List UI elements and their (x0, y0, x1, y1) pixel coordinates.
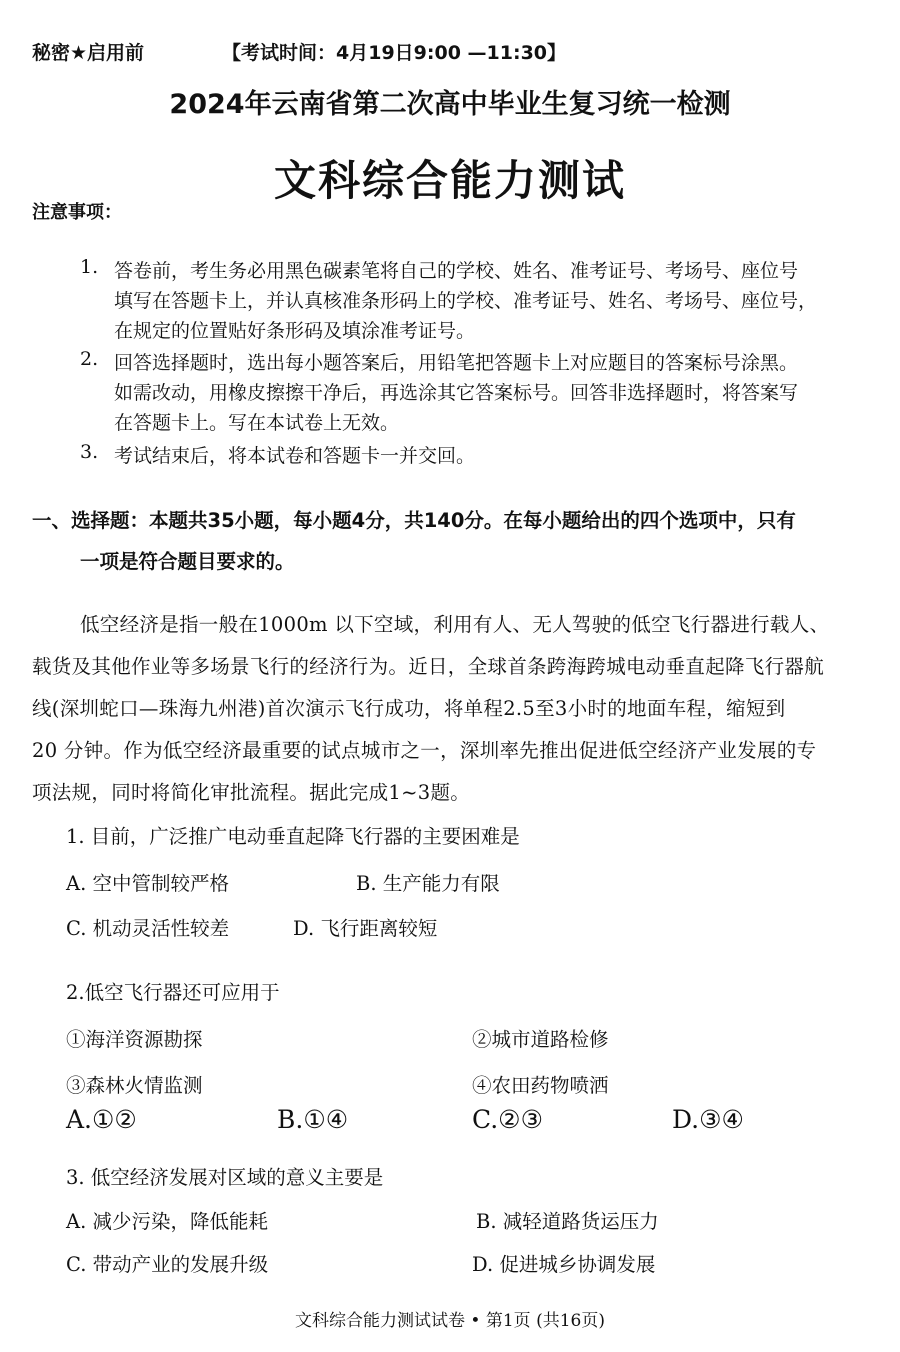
question-1-stem: 1. 目前，广泛推广电动垂直起降飞行器的主要困难是 (66, 825, 520, 848)
passage-line: 线(深圳蛇口—珠海九州港)首次演示飞行成功，将单程2.5至3小时的地面车程，缩短到 (32, 697, 786, 720)
question-2-option-b: B.①④ (277, 1105, 349, 1134)
notice-item-number: 2. (80, 348, 99, 370)
section-heading-cont: 一项是符合题目要求的。 (80, 550, 295, 573)
notice-item-line: 如需改动，用橡皮擦擦干净后，再选涂其它答案标号。回答非选择题时，将答案写 (114, 382, 799, 404)
question-1-option-d: D. 飞行距离较短 (293, 917, 438, 940)
question-3-stem: 3. 低空经济发展对区域的意义主要是 (66, 1166, 384, 1189)
notice-item-number: 3. (80, 441, 99, 463)
passage-line: 项法规，同时将简化审批流程。据此完成1~3题。 (32, 781, 471, 804)
question-3-option-b: B. 减轻道路货运压力 (476, 1210, 659, 1233)
notice-item-line: 在规定的位置贴好条形码及填涂准考证号。 (114, 320, 476, 342)
subject-title: 文科综合能力测试 (273, 156, 626, 205)
question-2-option-d: D.③④ (672, 1105, 744, 1134)
question-1-option-b: B. 生产能力有限 (356, 872, 500, 895)
notice-item-line: 考试结束后，将本试卷和答题卡一并交回。 (114, 445, 476, 467)
notice-item-line: 回答选择题时，选出每小题答案后，用铅笔把答题卡上对应题目的答案标号涂黑。 (114, 352, 799, 374)
question-3-option-d: D. 促进城乡协调发展 (472, 1253, 656, 1276)
notice-item-line: 答卷前，考生务必用黑色碳素笔将自己的学校、姓名、准考证号、考场号、座位号 (114, 260, 799, 282)
question-3-option-c: C. 带动产业的发展升级 (66, 1253, 269, 1276)
notice-heading: 注意事项： (32, 202, 122, 223)
notice-item-line: 填写在答题卡上，并认真核准条形码上的学校、准考证号、姓名、考场号、座位号， (114, 290, 818, 312)
passage-line: 载货及其他作业等多场景飞行的经济行为。近日，全球首条跨海跨城电动垂直起降飞行器航 (32, 655, 825, 678)
page-footer: 文科综合能力测试试卷 • 第1页 (共16页) (295, 1311, 605, 1331)
notice-item-number: 1. (80, 256, 99, 278)
question-2-option-c: C.②③ (472, 1105, 544, 1134)
question-1-option-a: A. 空中管制较严格 (66, 872, 229, 895)
question-2-item-4: ④农田药物喷洒 (472, 1074, 609, 1097)
question-2-option-a: A.①② (66, 1105, 137, 1134)
confidential-label: 秘密★启用前 (32, 42, 145, 64)
section-heading: 一、选择题：本题共35小题，每小题4分，共140分。在每小题给出的四个选项中，只有 (32, 509, 796, 532)
question-3-option-a: A. 减少污染，降低能耗 (66, 1210, 268, 1233)
exam-time: 【考试时间：4月19日9:00 —11:30】 (222, 42, 567, 64)
question-2-item-1: ①海洋资源勘探 (66, 1028, 203, 1051)
question-1-option-c: C. 机动灵活性较差 (66, 917, 230, 940)
question-2-item-3: ③森林火情监测 (66, 1074, 203, 1097)
question-2-item-2: ②城市道路检修 (472, 1028, 609, 1051)
question-2-stem: 2.低空飞行器还可应用于 (66, 981, 280, 1004)
exam-name: 2024年云南省第二次高中毕业生复习统一检测 (169, 89, 731, 120)
notice-item-line: 在答题卡上。写在本试卷上无效。 (114, 412, 400, 434)
passage-line: 20 分钟。作为低空经济最重要的试点城市之一，深圳率先推出促进低空经济产业发展的专 (32, 739, 817, 762)
passage-line: 低空经济是指一般在1000m 以下空域，利用有人、无人驾驶的低空飞行器进行载人、 (80, 613, 830, 636)
